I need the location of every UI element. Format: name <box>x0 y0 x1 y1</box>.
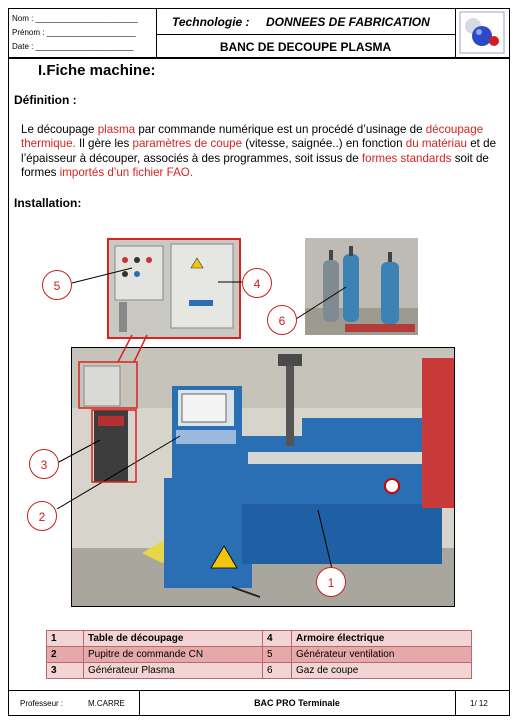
legend-label: Générateur ventilation <box>292 647 472 663</box>
callout-3: 3 <box>29 449 59 479</box>
legend-row <box>47 631 472 647</box>
legend-label: Générateur Plasma <box>84 663 263 679</box>
page-number: 1/ 12 <box>470 699 488 708</box>
legend-number: 1 <box>47 631 84 647</box>
legend-number: 5 <box>263 647 292 663</box>
callout-5: 5 <box>42 270 72 300</box>
legend-table <box>46 630 472 679</box>
section-title: I.Fiche machine: <box>38 62 156 79</box>
nom-field: Nom : _______________________ <box>12 14 138 23</box>
callout-6: 6 <box>267 305 297 335</box>
callout-2: 2 <box>27 501 57 531</box>
footer-top-rule <box>8 690 510 691</box>
legend-label: Table de découpage <box>84 631 263 647</box>
legend-number: 2 <box>47 647 84 663</box>
donnees-title: DONNEES DE FABRICATION <box>266 15 430 29</box>
technologie-label: Technologie : <box>172 15 250 29</box>
legend-number: 4 <box>263 631 292 647</box>
legend-row <box>47 647 472 663</box>
definition-heading: Définition : <box>14 93 77 107</box>
legend-label: Armoire électrique <box>292 631 472 647</box>
callout-4: 4 <box>242 268 272 298</box>
legend-number: 6 <box>263 663 292 679</box>
legend-label: Gaz de coupe <box>292 663 472 679</box>
installation-heading: Installation: <box>14 196 82 210</box>
footer-divider-2 <box>455 690 456 716</box>
footer-classe: BAC PRO Terminale <box>254 698 340 708</box>
prenom-field: Prénom : ____________________ <box>12 28 136 37</box>
legend-number: 3 <box>47 663 84 679</box>
legend-row <box>47 663 472 679</box>
professeur-name: M.CARRE <box>88 699 125 708</box>
legend-label: Pupitre de commande CN <box>84 647 263 663</box>
definition-paragraph: Le découpage plasma par commande numérique est un procédé d’usinage de découpage thermique. Il gère les paramètres de coupe (vitesse, saignée..) en fonction du matériau et de l’épaisseur à découper, associés à des programmes, soit issus de formes standards soit de formes importés d’un fichier FAO. <box>21 123 497 180</box>
date-field: Date : ______________________ <box>12 42 134 51</box>
banc-title: BANC DE DECOUPE PLASMA <box>219 40 392 54</box>
callout-1: 1 <box>316 567 346 597</box>
professeur-label: Professeur : <box>20 699 64 708</box>
